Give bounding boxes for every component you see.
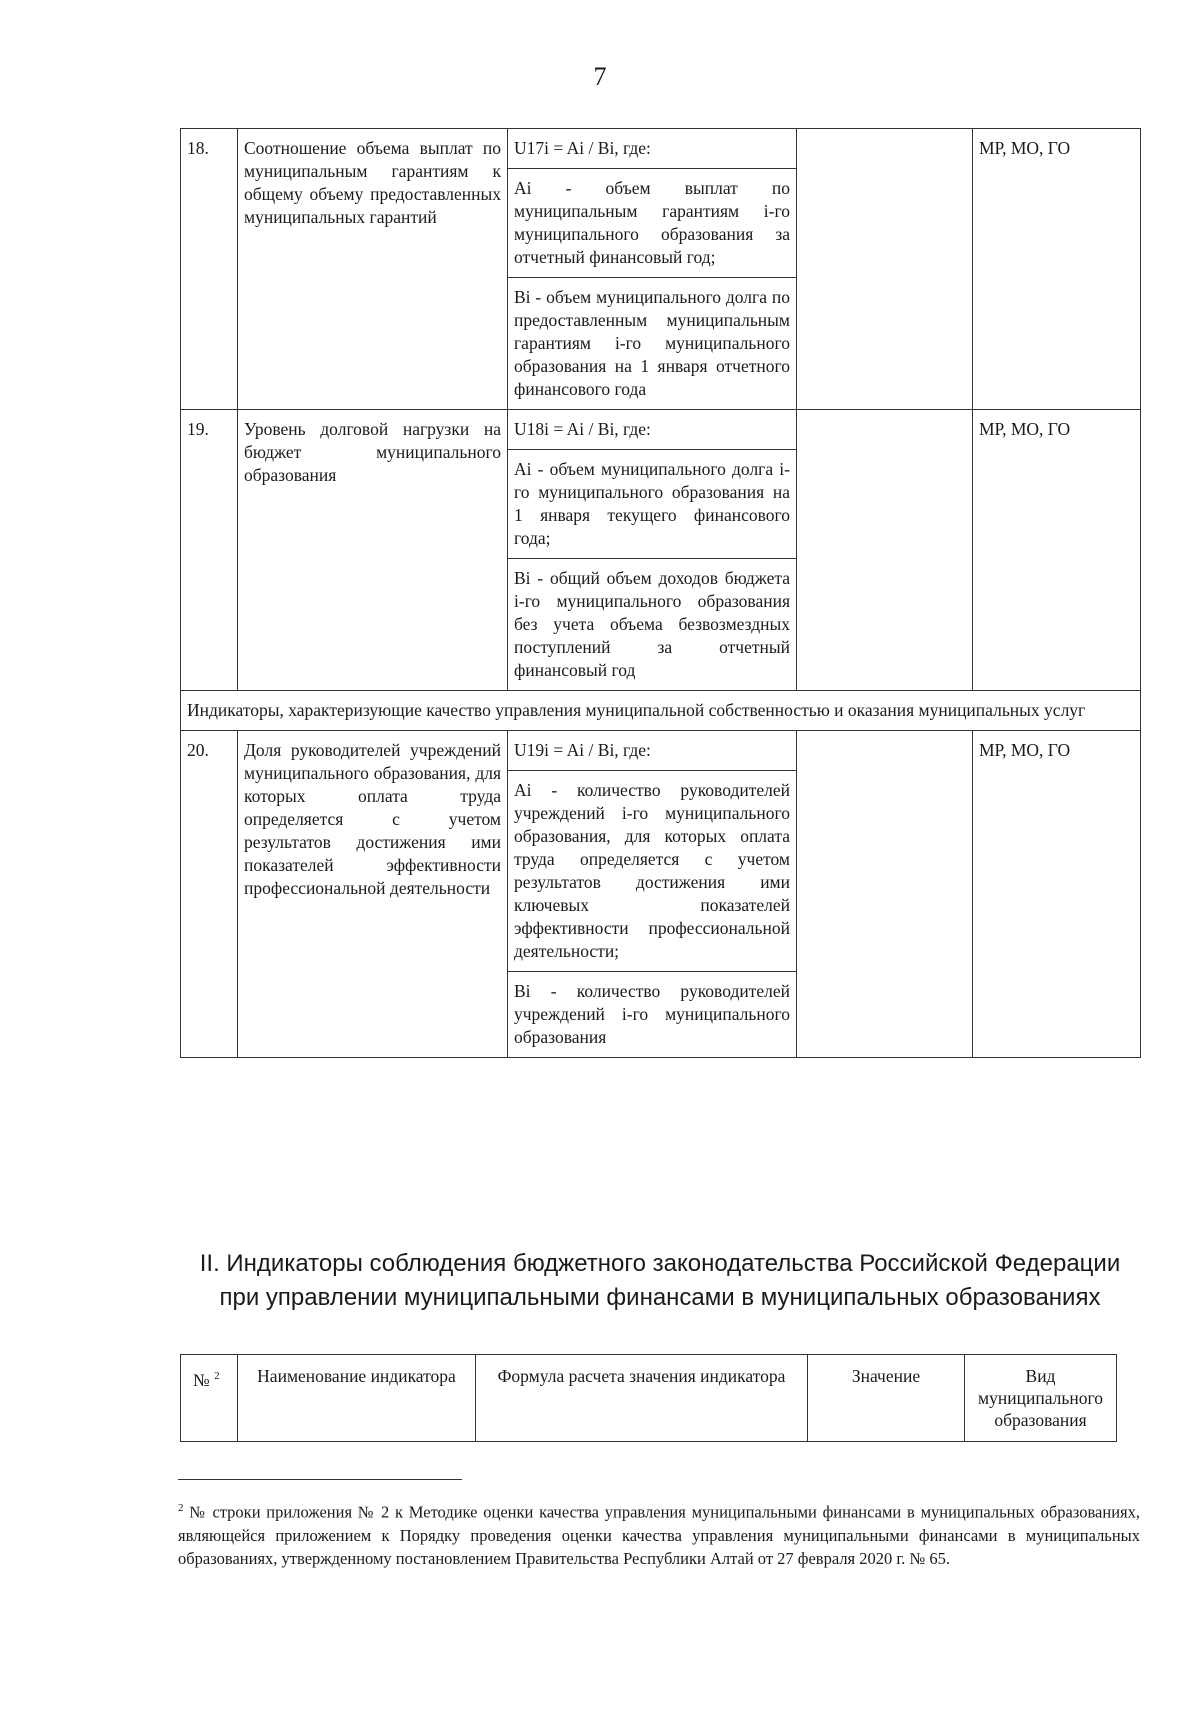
indicator-name: Уровень долговой нагрузки на бюджет муниципального образования: [238, 410, 508, 691]
column-header-number: № $^2$: [181, 1355, 238, 1442]
table-header-row: [181, 1355, 1117, 1442]
formula-ai: Ai - количество руководителей учреждений i-го муниципального образования, для которых оплата труда определяется с учетом результатов достижения ими ключевых показателей эффективности профессиональной деятельности;: [508, 771, 797, 972]
table-row: [181, 129, 1141, 169]
indicator-name: Доля руководителей учреждений муниципального образования, для которых оплата труда определяется с учетом результатов достижения ими показателей эффективности профессиональной деятельности: [238, 731, 508, 1058]
indicators-table: [180, 128, 1141, 1058]
indicator-value: [797, 129, 973, 410]
section-heading: [180, 1247, 1140, 1315]
indicator-name: Соотношение объема выплат по муниципальным гарантиям к общему объему предоставленных муниципальных гарантий: [238, 129, 508, 410]
footnote-ref: 2: [214, 1370, 220, 1382]
indicator-value: [797, 731, 973, 1058]
column-header-type: Вид муниципального образования: [965, 1355, 1117, 1442]
municipality-type: МР, МО, ГО: [973, 129, 1141, 410]
footnote-divider: [178, 1479, 462, 1480]
formula: U19i = Ai / Bi, где:: [508, 731, 797, 771]
formula-ai: Ai - объем выплат по муниципальным гарантиям i-го муниципального образования за отчетный финансовый год;: [508, 169, 797, 278]
footnote: [178, 1497, 1140, 1570]
table-row: [181, 410, 1141, 450]
group-header: Индикаторы, характеризующие качество управления муниципальной собственностью и оказания муниципальных услуг: [181, 691, 1141, 731]
column-header-value: Значение: [808, 1355, 965, 1442]
municipality-type: МР, МО, ГО: [973, 731, 1141, 1058]
header-table: [180, 1354, 1117, 1442]
formula: U18i = Ai / Bi, где:: [508, 410, 797, 450]
footnote-marker: 2: [178, 1502, 184, 1514]
footnote-text: № строки приложения № 2 к Методике оценки качества управления муниципальными финансами в муниципальных образованиях, являющейся приложением к Порядку проведения оценки качества управления муниципальными финансами в муниципальных образованиях, утвержденному постановлением Правительства Республики Алтай от 27 февраля 2020 г. № 65.: [178, 1502, 1140, 1568]
municipality-type: МР, МО, ГО: [973, 410, 1141, 691]
formula-bi: Bi - объем муниципального долга по предоставленным муниципальным гарантиям i-го муниципального образования на 1 января отчетного финансового года: [508, 278, 797, 410]
column-header-name: Наименование индикатора: [238, 1355, 476, 1442]
row-number: 19.: [181, 410, 238, 691]
formula-ai: Ai - объем муниципального долга i-го муниципального образования на 1 января текущего финансового года;: [508, 450, 797, 559]
page-number: 7: [593, 62, 607, 91]
row-number: 18.: [181, 129, 238, 410]
group-header-row: [181, 691, 1141, 731]
column-header-formula: Формула расчета значения индикатора: [476, 1355, 808, 1442]
formula: U17i = Ai / Bi, где:: [508, 129, 797, 169]
section-heading-line-2: при управлении муниципальными финансами в муниципальных образованиях: [219, 1284, 1101, 1311]
row-number: 20.: [181, 731, 238, 1058]
indicator-value: [797, 410, 973, 691]
table-row: [181, 731, 1141, 771]
formula-bi: Bi - общий объем доходов бюджета i-го муниципального образования без учета объема безвозмездных поступлений за отчетный финансовый год: [508, 559, 797, 691]
formula-bi: Bi - количество руководителей учреждений i-го муниципального образования: [508, 972, 797, 1058]
section-heading-line-1: II. Индикаторы соблюдения бюджетного законодательства Российской Федерации: [199, 1250, 1121, 1277]
